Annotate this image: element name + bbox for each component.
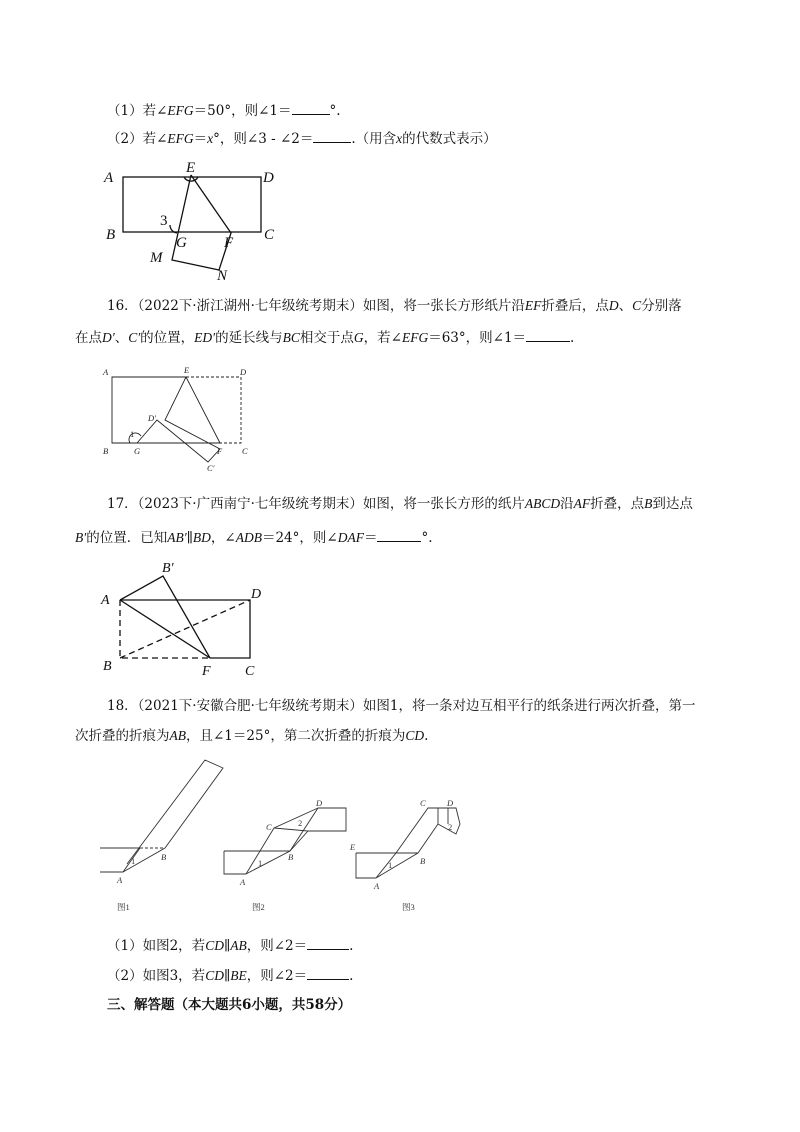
label-angle-1: 1 <box>258 858 263 868</box>
q18-figure-2 <box>218 796 358 921</box>
q18-part1: （1）如图2，若CD∥AB，则∠2＝ . <box>107 935 353 955</box>
label-F: F <box>202 664 211 679</box>
section-title: 三、解答题 <box>107 997 175 1013</box>
label-C: C <box>242 446 248 456</box>
answer-blank[interactable] <box>377 527 421 542</box>
label-Dprime: D′ <box>148 413 156 423</box>
q16-line2: 在点D′、C′的位置，ED′的延长线与BC相交于点G，若∠EFG＝63°，则∠1＝ . <box>75 327 574 347</box>
label-D: D <box>263 170 274 186</box>
diagonal-bd <box>120 600 250 658</box>
label-B: B <box>161 852 167 862</box>
folded-strip-inner <box>246 808 318 874</box>
label-D: D <box>240 367 247 377</box>
q18-figure-1 <box>95 760 235 920</box>
q18-line2: 次折叠的折痕为AB，且∠1＝25°，第二次折叠的折痕为CD. <box>75 728 429 744</box>
label-D: D <box>251 587 262 602</box>
label-G: G <box>134 446 141 456</box>
answer-blank[interactable] <box>313 128 351 143</box>
label-A: A <box>117 875 123 885</box>
label-angle-2: 2 <box>448 822 453 832</box>
q16-line1: 16．（2022下·浙江湖州·七年级统考期末）如图，将一张长方形纸片沿EF折叠后，点D、C分别落 <box>107 298 682 314</box>
label-C: C <box>266 822 272 832</box>
label-N: N <box>217 268 228 284</box>
label-F: F <box>224 235 234 251</box>
label-A: A <box>104 170 114 186</box>
label-Bprime: B′ <box>162 561 174 576</box>
label-M: M <box>150 250 163 266</box>
label-B: B <box>103 446 109 456</box>
label-D: D <box>316 798 323 808</box>
q18-line1: 18．（2021下·安徽合肥·七年级统考期末）如图1，将一条对边互相平行的纸条进行两次折叠，第一 <box>107 698 696 714</box>
fold-line-ef <box>186 377 220 443</box>
label-E: E <box>184 365 190 375</box>
q17-figure <box>95 558 275 678</box>
q17-figure-svg <box>95 558 275 678</box>
rectangle-abcd <box>123 177 261 232</box>
folded-triangle <box>120 576 210 658</box>
label-A: A <box>101 593 110 608</box>
q17-line1: 17．（2023下·广西南宁·七年级统考期末）如图，将一张长方形的纸片ABCD沿AF折叠，点B到达点 <box>107 496 693 512</box>
label-B: B <box>288 852 294 862</box>
label-A: A <box>374 881 380 891</box>
label-E: E <box>350 842 356 852</box>
label-C: C <box>245 664 255 679</box>
q18-figure-1-svg <box>95 760 235 920</box>
q18-figure-3-svg <box>348 796 478 921</box>
rectangle-solid <box>112 377 220 443</box>
section-3-header <box>107 996 351 1014</box>
strip-left-end <box>224 851 246 874</box>
answer-blank[interactable] <box>526 327 570 342</box>
rectangle-dashed <box>186 377 241 443</box>
label-D: D <box>447 798 454 808</box>
q18-figure-2-svg <box>218 796 358 921</box>
q15-part2: （2）若∠EFG＝x°，则∠3 - ∠2＝ .（用含x的代数式表示） <box>107 128 497 148</box>
label-A: A <box>103 367 109 377</box>
q16-figure <box>100 365 260 480</box>
label-C: C <box>264 227 275 243</box>
folded-part <box>172 175 231 270</box>
q17-line2: B′的位置．已知AB′∥BD，∠ADB＝24°，则∠DAF＝ °. <box>75 527 433 547</box>
label-Cprime: C′ <box>207 463 215 473</box>
label-G: G <box>176 235 187 251</box>
section-note: （本大题共6小题，共58分） <box>174 997 352 1013</box>
q15-part1: （1）若∠EFG＝50°，则∠1＝ °. <box>107 100 341 120</box>
answer-blank[interactable] <box>292 100 330 115</box>
label-angle-1: 1 <box>388 860 393 870</box>
q16-figure-svg <box>100 365 260 480</box>
label-C: C <box>420 798 426 808</box>
label-B: B <box>106 227 116 243</box>
label-B: B <box>420 856 426 866</box>
label-angle-3: 3 <box>160 213 168 229</box>
q15-figure-svg <box>100 155 300 285</box>
caption-figure-2: 图2 <box>252 902 265 912</box>
q18-figure-3 <box>348 796 478 921</box>
crease-ab <box>376 853 396 878</box>
label-A: A <box>240 877 246 887</box>
answer-blank[interactable] <box>307 935 349 950</box>
label-E: E <box>186 160 196 176</box>
caption-figure-3: 图3 <box>402 902 415 912</box>
answer-blank[interactable] <box>307 965 349 980</box>
folded-strip-outline <box>376 808 438 878</box>
strip-left-end <box>356 853 376 878</box>
label-angle-1: 1 <box>130 429 135 439</box>
label-F: F <box>217 446 223 456</box>
caption-figure-1: 图1 <box>117 902 130 912</box>
label-B: B <box>103 659 112 674</box>
q15-figure <box>100 155 300 285</box>
q18-part2: （2）如图3，若CD∥BE，则∠2＝ . <box>107 965 353 985</box>
label-angle-2: 2 <box>298 818 303 828</box>
label-angle-1: 1 <box>131 856 136 866</box>
